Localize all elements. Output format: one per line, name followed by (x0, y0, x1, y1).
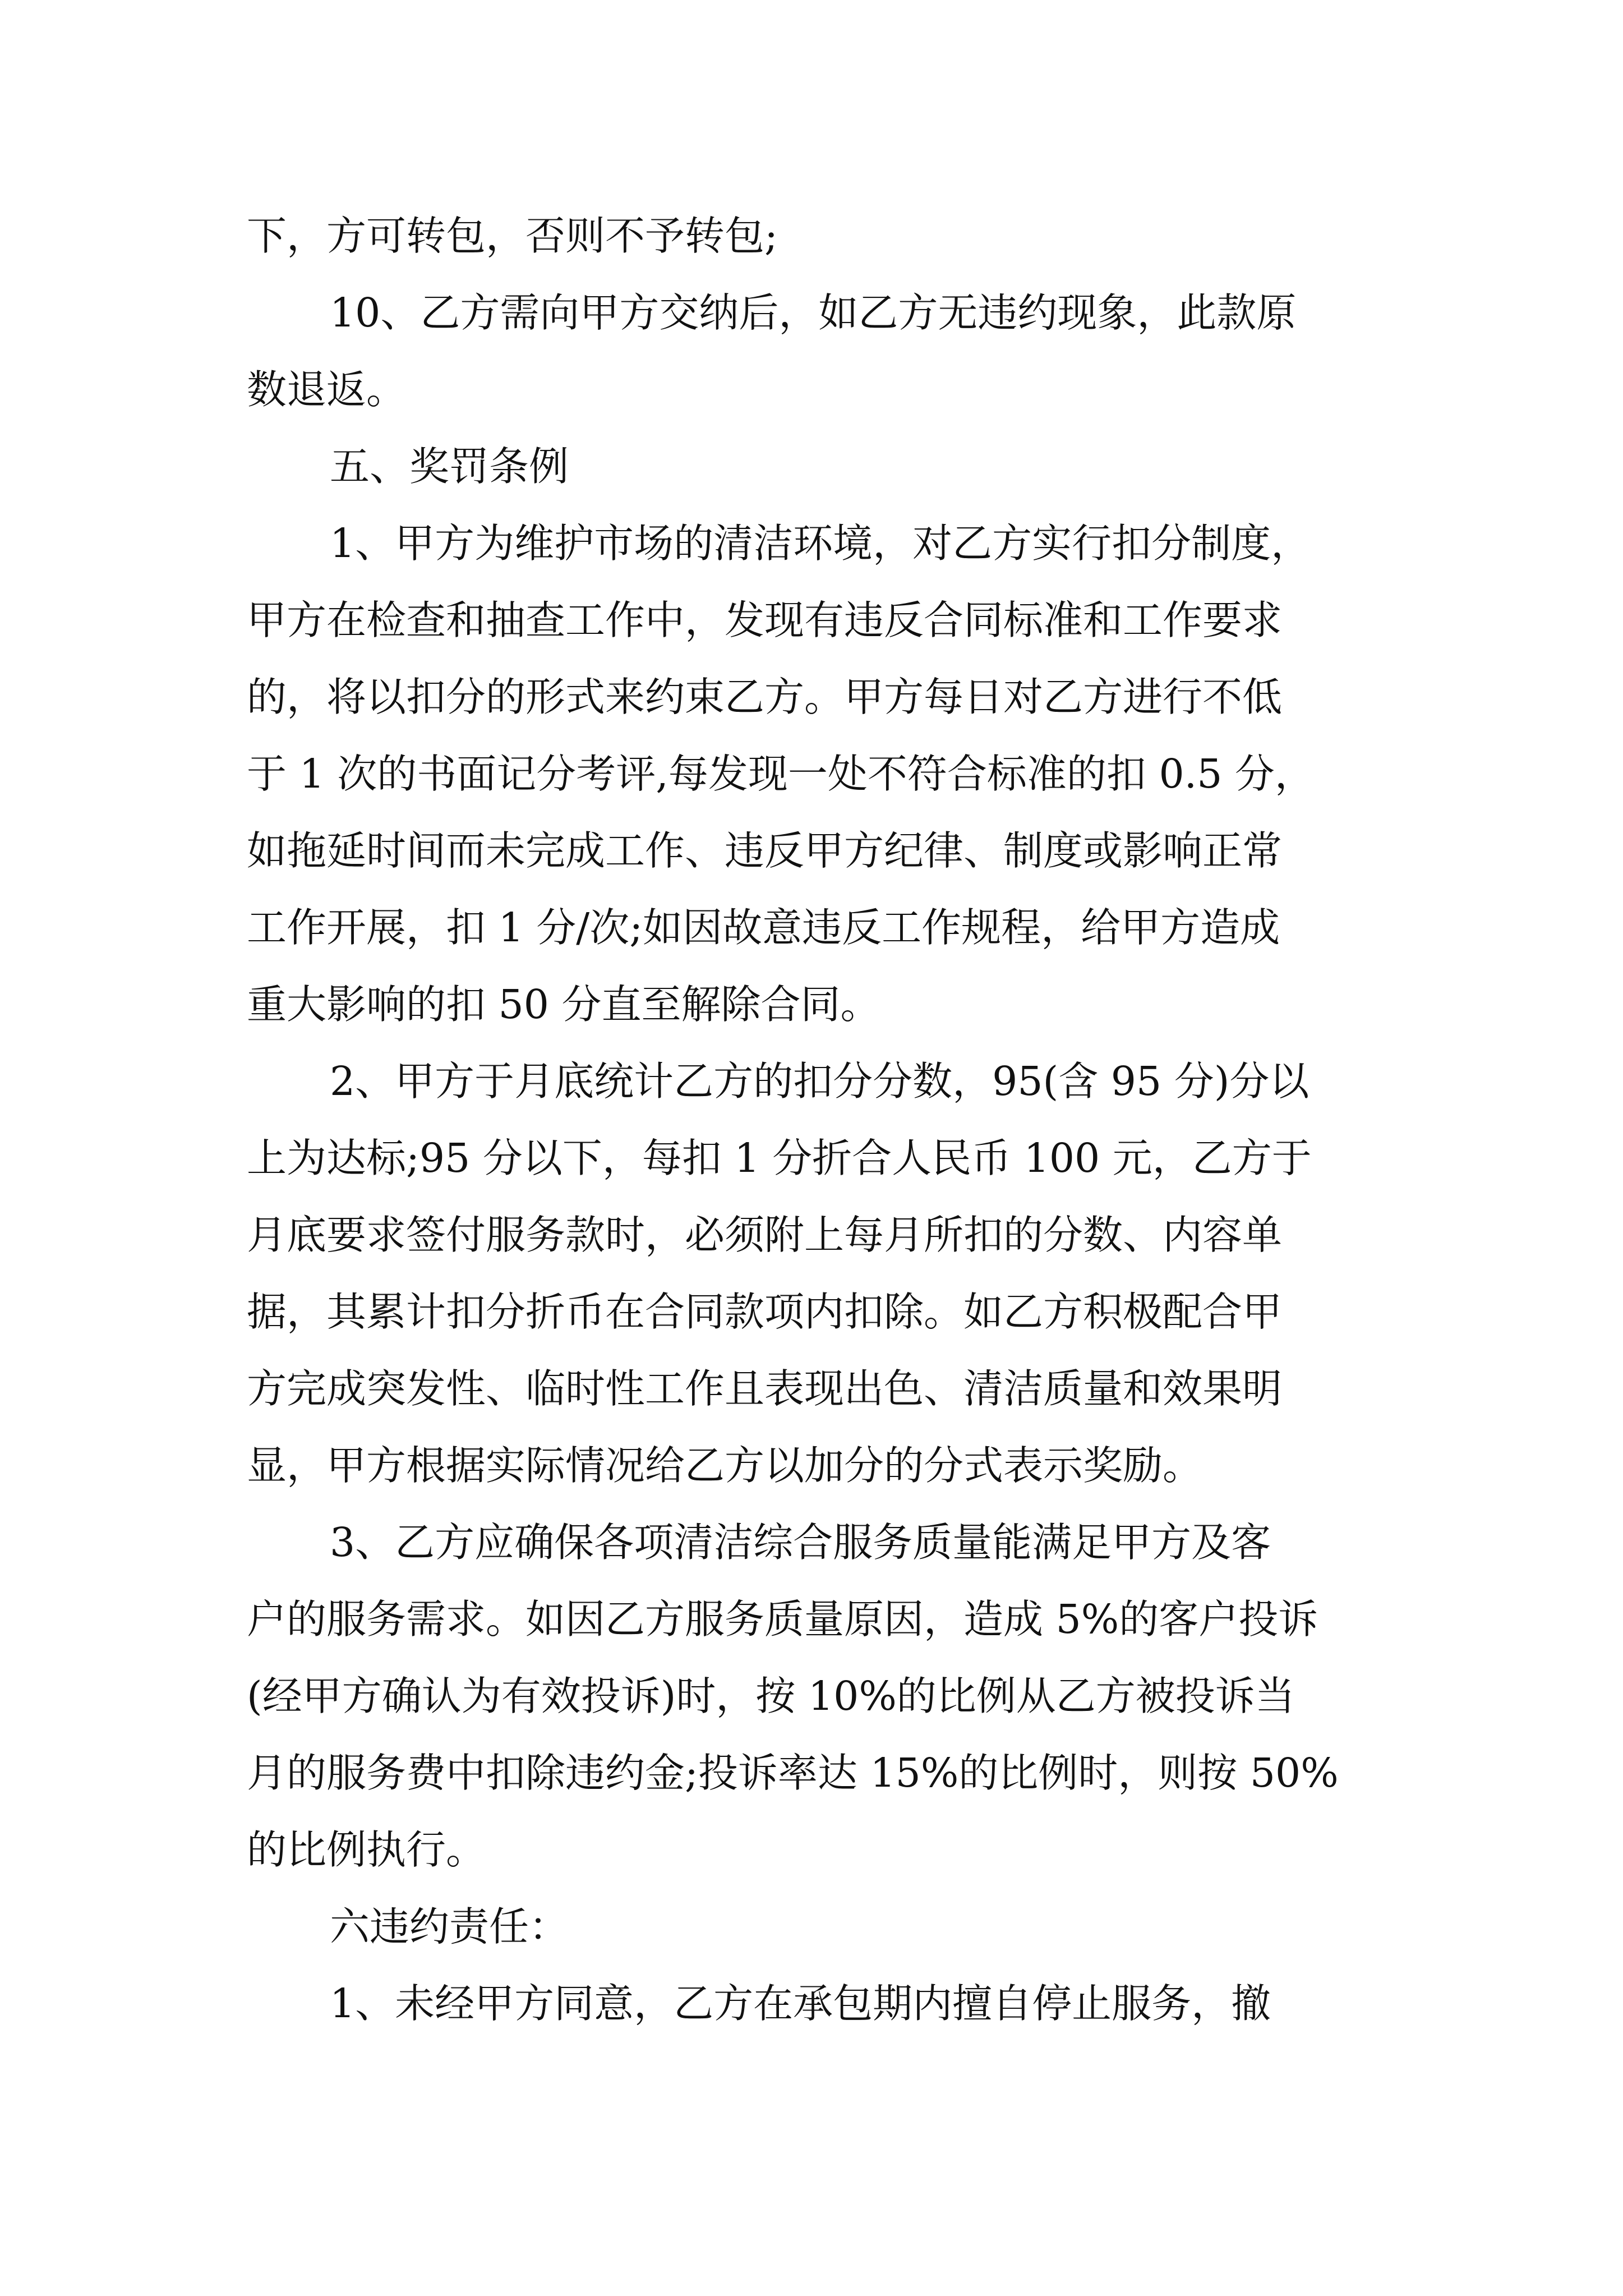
text-line: 1、甲方为维护市场的清洁环境，对乙方实行扣分制度， (330, 520, 1311, 567)
text-line: 上为达标;95 分以下，每扣 1 分折合人民币 100 元，乙方于 (247, 1135, 1312, 1181)
text-line: 于 1 次的书面记分考评,每发现一处不符合标准的扣 0.5 分， (247, 751, 1315, 797)
paragraph-subcontract-condition (247, 197, 1385, 274)
text-line: 1、未经甲方同意，乙方在承包期内擅自停止服务，撤 (330, 1980, 1271, 2027)
text-line: 户的服务需求。如因乙方服务质量原因，造成 5%的客户投诉 (247, 1596, 1318, 1642)
text-line: 月的服务费中扣除违约金;投诉率达 15%的比例时，则按 50% (247, 1750, 1339, 1796)
paragraph-penalty-1 (247, 505, 1385, 1043)
text-line: 工作开展，扣 1 分/次;如因故意违反工作规程，给甲方造成 (247, 904, 1280, 951)
section-heading: 六违约责任： (330, 1903, 569, 1950)
section-heading: 五、奖罚条例 (330, 443, 569, 490)
text-line: 的比例执行。 (247, 1826, 486, 1873)
paragraph-clause-10 (247, 274, 1385, 428)
text-line: 3、乙方应确保各项清洁综合服务质量能满足甲方及客 (330, 1519, 1271, 1566)
paragraph-breach-1 (247, 1965, 1385, 2042)
text-line: 如拖延时间而未完成工作、违反甲方纪律、制度或影响正常 (247, 827, 1283, 874)
text-line: 甲方在检查和抽查工作中，发现有违反合同标准和工作要求 (247, 597, 1283, 643)
text-line: 显，甲方根据实际情况给乙方以加分的分式表示奖励。 (247, 1442, 1203, 1489)
text-line: 2、甲方于月底统计乙方的扣分分数，95(含 95 分)分以 (330, 1058, 1310, 1105)
text-line: 下，方可转包，否则不予转包; (247, 213, 778, 259)
document-body (247, 197, 1385, 2042)
text-line: 重大影响的扣 50 分直至解除合同。 (247, 981, 880, 1028)
text-line: 方完成突发性、临时性工作且表现出色、清洁质量和效果明 (247, 1365, 1283, 1412)
text-line: 10、乙方需向甲方交纳后，如乙方无违约现象，此款原 (330, 289, 1297, 336)
text-line: 据，其累计扣分折币在合同款项内扣除。如乙方积极配合甲 (247, 1289, 1283, 1335)
text-line: (经甲方确认为有效投诉)时，按 10%的比例从乙方被投诉当 (247, 1673, 1295, 1719)
text-line: 月底要求签付服务款时，必须附上每月所扣的分数、内容单 (247, 1212, 1283, 1258)
text-line: 的，将以扣分的形式来约束乙方。甲方每日对乙方进行不低 (247, 674, 1283, 720)
section-heading-rewards-penalties (247, 428, 1385, 505)
section-heading-breach-liability (247, 1888, 1385, 1965)
paragraph-penalty-3 (247, 1504, 1385, 1888)
paragraph-penalty-2 (247, 1043, 1385, 1504)
text-line: 数退返。 (247, 366, 407, 413)
